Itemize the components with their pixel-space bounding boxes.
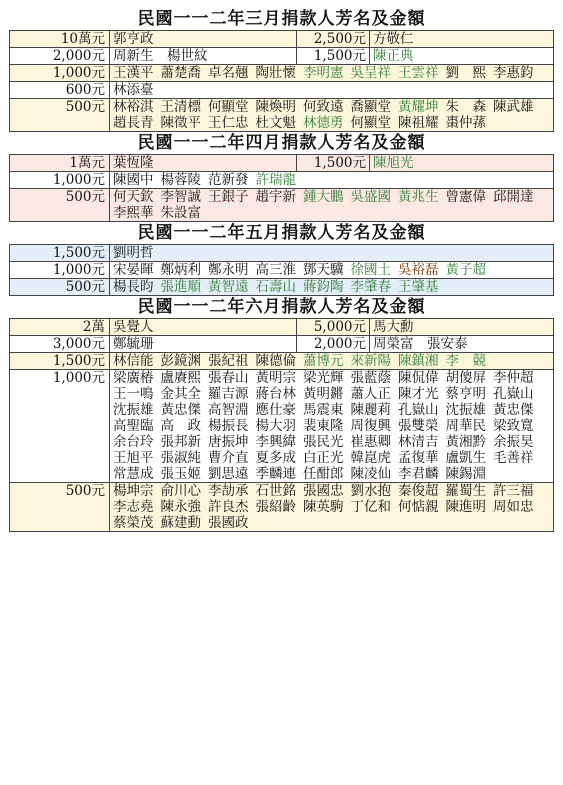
donation-table	[9, 318, 554, 532]
donor-name: 王清標	[160, 99, 201, 115]
donor-name: 何顯堂	[208, 99, 249, 115]
donor-name: 林信能	[113, 353, 154, 369]
donor-name: 白正光	[303, 450, 344, 466]
donor-name: 鄧天驥	[303, 262, 344, 278]
sections-container	[0, 8, 563, 532]
donation-row	[10, 99, 554, 132]
donor-name: 陶壯懷	[255, 65, 296, 81]
donor-name: 李明憲	[303, 65, 344, 81]
donor-name: 沈振雄	[113, 402, 154, 418]
donation-row	[10, 155, 554, 172]
top-fragment	[0, 0, 563, 8]
donation-row	[10, 48, 554, 65]
donor-name: 林裕淇	[113, 99, 154, 115]
donor-name: 李仲超	[493, 370, 534, 386]
donor-name: 張民光	[303, 434, 344, 450]
donor-name: 吳裕磊	[398, 262, 439, 278]
donor-name: 徐國土	[350, 262, 391, 278]
donor-name: 蔣鈞陶	[303, 279, 344, 295]
donation-row	[10, 336, 554, 353]
donor-name: 李惠鈞	[493, 65, 534, 81]
donation-row	[10, 245, 554, 262]
donor-name: 周復興	[350, 418, 391, 434]
donor-name: 陳徵平	[160, 115, 201, 131]
donor-name: 陳永強	[160, 499, 201, 515]
donor-name: 葉恆隆	[110, 155, 297, 172]
donor-name: 王銀子	[208, 189, 249, 205]
donor-name: 李智誠	[160, 189, 201, 205]
donor-name: 吳覺人	[110, 319, 297, 336]
donor-name: 余振昊	[493, 434, 534, 450]
donor-name: 張國政	[208, 515, 249, 531]
donor-name: 許三福	[493, 483, 534, 499]
donor-name: 范新發	[208, 172, 249, 188]
amount-cell: 1萬元	[10, 155, 110, 172]
donor-name: 蕭博元	[303, 353, 344, 369]
donor-name: 高聖臨	[113, 418, 154, 434]
donor-name: 孔嶽山	[493, 386, 534, 402]
amount-cell: 5,000元	[297, 319, 370, 336]
amount-cell: 1,500元	[10, 353, 110, 370]
donation-table	[9, 154, 554, 222]
donor-name: 何顯堂	[350, 115, 391, 131]
donor-name: 劉水抱	[350, 483, 391, 499]
donor-name: 何惦親	[398, 499, 439, 515]
amount-cell: 1,000元	[10, 65, 110, 82]
donor-name: 周如忠	[493, 499, 534, 515]
donor-name: 蘇建動	[160, 515, 201, 531]
donor-name: 張春山	[208, 370, 249, 386]
donor-name: 陳英駒	[303, 499, 344, 515]
donor-name: 陳正典	[370, 48, 554, 65]
donor-name: 張藍蔭	[350, 370, 391, 386]
donor-name: 劉明哲	[113, 245, 154, 261]
donor-name: 張淑純	[160, 450, 201, 466]
donor-name: 韓崑虎	[350, 450, 391, 466]
donor-name: 陳錫淵	[445, 466, 486, 482]
donor-name: 蔡榮茂	[113, 515, 154, 531]
donor-name: 曹介直	[208, 450, 249, 466]
donation-row	[10, 65, 554, 82]
amount-cell: 10萬元	[10, 31, 110, 48]
donor-name: 羅蜀生	[445, 483, 486, 499]
donor-name: 陳侃偉	[398, 370, 439, 386]
donor-name: 卓名翹	[208, 65, 249, 81]
donor-name: 高三淮	[255, 262, 296, 278]
section-title: 民國一一二年六月捐款人芳名及金額	[137, 297, 426, 317]
donor-names-cell	[110, 245, 554, 262]
donor-name: 彭鏡渊	[160, 353, 201, 369]
donor-name: 張邦新	[160, 434, 201, 450]
donor-name: 羅吉源	[208, 386, 249, 402]
donor-name: 王漢平	[113, 65, 154, 81]
donor-name: 林德勇	[303, 115, 344, 131]
donor-name: 黃子超	[445, 262, 486, 278]
donor-name: 孟復華	[398, 450, 439, 466]
donor-name: 應仕豪	[255, 402, 296, 418]
donor-name: 王肇基	[398, 279, 439, 295]
donor-name: 丁亿和	[350, 499, 391, 515]
donor-name: 石世銘	[255, 483, 296, 499]
donor-name: 王一鳴	[113, 386, 154, 402]
donor-names-cell	[110, 370, 554, 483]
amount-cell: 500元	[10, 189, 110, 222]
donor-name: 陳才光	[398, 386, 439, 402]
donor-name: 張玉姬	[160, 466, 201, 482]
donor-name: 劉思遠	[208, 466, 249, 482]
donor-name: 盧凱生	[445, 450, 486, 466]
donor-name: 朱 森	[445, 99, 486, 115]
amount-cell: 2萬	[10, 319, 110, 336]
amount-cell: 500元	[10, 279, 110, 296]
donor-name: 唐振坤	[208, 434, 249, 450]
donor-name: 張紹齡	[255, 499, 296, 515]
donor-name: 陳凌仙	[350, 466, 391, 482]
donor-name: 俞川心	[160, 483, 201, 499]
donor-names-cell	[110, 65, 554, 82]
donor-name: 黃耀坤	[398, 99, 439, 115]
donor-name: 黃智遠	[208, 279, 249, 295]
donor-name: 楊長昀	[113, 279, 154, 295]
donor-name: 常慧成	[113, 466, 154, 482]
donor-name: 許瑞龍	[255, 172, 296, 188]
donor-name: 馬大勳	[370, 319, 554, 336]
donor-name: 蔡亨明	[445, 386, 486, 402]
donation-row	[10, 353, 554, 370]
donor-name: 陳國中	[113, 172, 154, 188]
donor-name: 趙長青	[113, 115, 154, 131]
donor-name: 孔嶽山	[398, 402, 439, 418]
donor-name: 李興緯	[255, 434, 296, 450]
donor-name: 盧賡熙	[160, 370, 201, 386]
donor-name: 裴東隆	[303, 418, 344, 434]
section-title: 民國一一二年三月捐款人芳名及金額	[137, 9, 426, 29]
donor-name: 陳祖耀	[398, 115, 439, 131]
amount-cell: 1,000元	[10, 172, 110, 189]
donor-name: 趙宇新	[255, 189, 296, 205]
donor-name: 鄭毓珊	[110, 336, 297, 353]
donor-name: 季麟連	[255, 466, 296, 482]
donor-name: 梁廣椿	[113, 370, 154, 386]
donor-name: 任酣郎	[303, 466, 344, 482]
donor-name: 陳煥明	[255, 99, 296, 115]
donor-name: 李君麟	[398, 466, 439, 482]
donation-table	[9, 244, 554, 296]
donor-name: 棗仲蓀	[445, 115, 486, 131]
donor-name: 崔惠卿	[350, 434, 391, 450]
donor-name: 周華民	[445, 418, 486, 434]
donor-name: 喬顯堂	[350, 99, 391, 115]
amount-cell: 500元	[10, 483, 110, 532]
donor-name: 鄭炳利	[160, 262, 201, 278]
donor-name: 蔣台林	[255, 386, 296, 402]
donor-name: 方敬仁	[370, 31, 554, 48]
donor-name: 李劼承	[208, 483, 249, 499]
section-title: 民國一一二年五月捐款人芳名及金額	[137, 223, 426, 243]
donor-name: 張國忠	[303, 483, 344, 499]
donor-name: 林清吉	[398, 434, 439, 450]
donor-name: 楊蓉陵	[160, 172, 201, 188]
donor-name: 杜文魁	[255, 115, 296, 131]
donor-name: 周新生 楊世紋	[110, 48, 297, 65]
donor-name: 何天欽	[113, 189, 154, 205]
section-title: 民國一一二年四月捐款人芳名及金額	[137, 133, 426, 153]
donor-name: 吳盛國	[350, 189, 391, 205]
donor-name: 黃湘黔	[445, 434, 486, 450]
donor-name: 陳旭光	[370, 155, 554, 172]
donation-row	[10, 370, 554, 483]
donor-name: 王雲祥	[398, 65, 439, 81]
donor-name: 胡傻屏	[445, 370, 486, 386]
donor-name: 陳進明	[445, 499, 486, 515]
donor-name: 來新陽	[350, 353, 391, 369]
donor-name: 許良杰	[208, 499, 249, 515]
donor-name: 李肇春	[350, 279, 391, 295]
donor-name: 陳德倫	[255, 353, 296, 369]
donor-names-cell	[110, 279, 554, 296]
donor-name: 吳呈祥	[350, 65, 391, 81]
donation-table	[9, 30, 554, 132]
donor-names-cell	[110, 99, 554, 132]
donation-row	[10, 262, 554, 279]
donor-name: 周榮富 張安泰	[370, 336, 554, 353]
donation-row	[10, 31, 554, 48]
donor-name: 鍾大鵬	[303, 189, 344, 205]
donor-name: 楊坤宗	[113, 483, 154, 499]
donor-name: 林添臺	[113, 82, 154, 98]
donor-name: 曾憲偉	[445, 189, 486, 205]
donor-name: 黃明鏘	[303, 386, 344, 402]
donor-name: 毛善祥	[493, 450, 534, 466]
donation-row	[10, 189, 554, 222]
donor-name: 楊振長	[208, 418, 249, 434]
donor-name: 蕭人正	[350, 386, 391, 402]
donor-name: 梁致寬	[493, 418, 534, 434]
donation-row	[10, 82, 554, 99]
amount-cell: 1,500元	[10, 245, 110, 262]
donor-name: 陳麗莉	[350, 402, 391, 418]
donor-name: 劉 熙	[445, 65, 486, 81]
amount-cell: 2,500元	[297, 31, 370, 48]
donor-name: 楊大羽	[255, 418, 296, 434]
donor-name: 梁光輝	[303, 370, 344, 386]
donor-name: 黃兆生	[398, 189, 439, 205]
amount-cell: 1,000元	[10, 370, 110, 483]
amount-cell: 600元	[10, 82, 110, 99]
amount-cell: 1,000元	[10, 262, 110, 279]
donor-name: 沈振雄	[445, 402, 486, 418]
donation-row	[10, 483, 554, 532]
donation-row	[10, 279, 554, 296]
donor-name: 黃明宗	[255, 370, 296, 386]
donor-names-cell	[110, 189, 554, 222]
amount-cell: 1,500元	[297, 48, 370, 65]
amount-cell: 2,000元	[297, 336, 370, 353]
donor-name: 夏多成	[255, 450, 296, 466]
donor-name: 黃忠傑	[493, 402, 534, 418]
donor-name: 朱設富	[160, 205, 201, 221]
donor-name: 李 競	[445, 353, 486, 369]
donor-names-cell	[110, 262, 554, 279]
donor-name: 高 政	[160, 418, 201, 434]
donor-name: 何致遠	[303, 99, 344, 115]
donor-names-cell	[110, 483, 554, 532]
donor-name: 陳鎮湘	[398, 353, 439, 369]
donor-name: 秦俊超	[398, 483, 439, 499]
donor-name: 王仁忠	[208, 115, 249, 131]
donor-name: 郭亨政	[110, 31, 297, 48]
donor-names-cell	[110, 353, 554, 370]
donation-row	[10, 319, 554, 336]
donor-name: 高智淵	[208, 402, 249, 418]
donor-name: 余台玲	[113, 434, 154, 450]
donor-name: 王旭平	[113, 450, 154, 466]
donor-name: 邱開達	[493, 189, 534, 205]
donation-row	[10, 172, 554, 189]
donor-name: 黃忠傑	[160, 402, 201, 418]
donor-name: 宋晏暉	[113, 262, 154, 278]
amount-cell: 1,500元	[297, 155, 370, 172]
donor-name: 馬震東	[303, 402, 344, 418]
donor-name: 石壽山	[255, 279, 296, 295]
donor-name: 張雙榮	[398, 418, 439, 434]
donor-name: 張紀祖	[208, 353, 249, 369]
donor-name: 金其全	[160, 386, 201, 402]
amount-cell: 500元	[10, 99, 110, 132]
amount-cell: 3,000元	[10, 336, 110, 353]
donor-names-cell	[110, 172, 554, 189]
donor-name: 鄭永明	[208, 262, 249, 278]
donor-names-cell	[110, 82, 554, 99]
donor-name: 李熙華	[113, 205, 154, 221]
donor-name: 陳武雄	[493, 99, 534, 115]
donor-name: 蕭楚喬	[160, 65, 201, 81]
amount-cell: 2,000元	[10, 48, 110, 65]
donor-name: 李志堯	[113, 499, 154, 515]
donor-name: 張進順	[160, 279, 201, 295]
